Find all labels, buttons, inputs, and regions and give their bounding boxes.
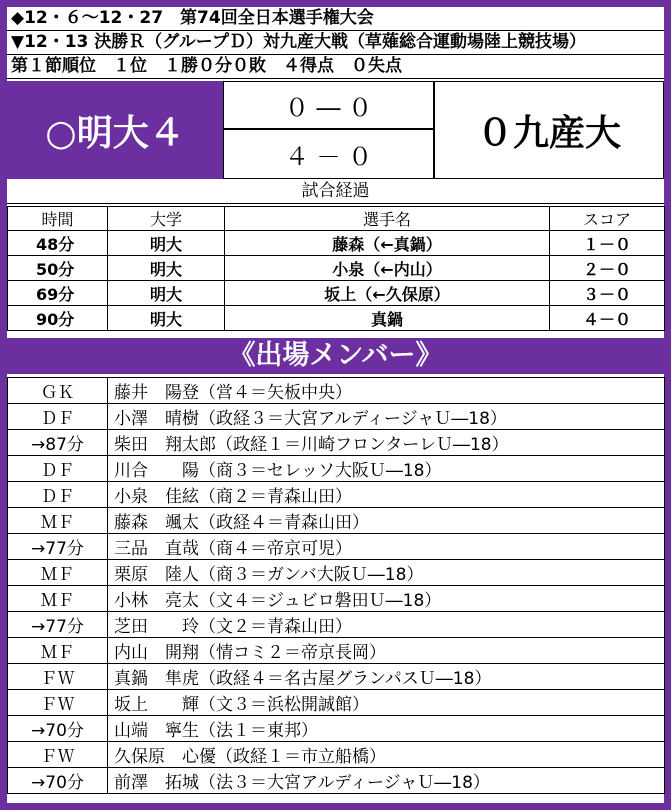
second-half-score: ４ － ０ bbox=[223, 129, 434, 179]
member-row bbox=[8, 404, 665, 430]
member-position: ＦＷ bbox=[8, 664, 108, 690]
member-row bbox=[8, 560, 665, 586]
member-position: ＦＷ bbox=[8, 690, 108, 716]
goal-table-header bbox=[8, 207, 665, 231]
member-position: ＧＫ bbox=[8, 378, 108, 404]
member-name: 栗原 陸人（商３＝ガンバ大阪Ｕ―18） bbox=[108, 560, 665, 586]
member-position: →70分 bbox=[8, 716, 108, 742]
first-half-score: ０ ― ０ bbox=[223, 81, 434, 129]
match-info-line: ▼12・13 決勝Ｒ（グループＤ）対九産大戦（草薙総合運動場陸上競技場） bbox=[7, 31, 664, 55]
goal-score: １－０ bbox=[550, 231, 665, 256]
member-name: 藤井 陽登（営４＝矢板中央） bbox=[108, 378, 665, 404]
member-position: →77分 bbox=[8, 534, 108, 560]
member-position: ＭＦ bbox=[8, 508, 108, 534]
goal-univ: 明大 bbox=[108, 256, 225, 281]
member-row bbox=[8, 586, 665, 612]
member-name: 川合 陽（商３＝セレッソ大阪Ｕ―18） bbox=[108, 456, 665, 482]
member-position: ＦＷ bbox=[8, 742, 108, 768]
header-univ: 大学 bbox=[108, 207, 225, 231]
goal-univ: 明大 bbox=[108, 281, 225, 306]
member-row bbox=[8, 482, 665, 508]
members-title: 《出場メンバー》 bbox=[7, 338, 664, 374]
member-name: 久保原 心優（政経１＝市立船橋） bbox=[108, 742, 665, 768]
member-position: ＤＦ bbox=[8, 482, 108, 508]
member-name: 小林 亮太（文４＝ジュビロ磐田Ｕ―18） bbox=[108, 586, 665, 612]
member-name: 三品 直哉（商４＝帝京可児） bbox=[108, 534, 665, 560]
member-row bbox=[8, 768, 665, 794]
member-name: 柴田 翔太郎（政経１＝川崎フロンターレＵ―18） bbox=[108, 430, 665, 456]
member-name: 内山 開翔（情コミ２＝帝京長岡） bbox=[108, 638, 665, 664]
member-row bbox=[8, 664, 665, 690]
member-row bbox=[8, 508, 665, 534]
goal-player: 藤森（←真鍋） bbox=[225, 231, 550, 256]
goal-score: ３－０ bbox=[550, 281, 665, 306]
member-position: →77分 bbox=[8, 612, 108, 638]
member-row bbox=[8, 742, 665, 768]
home-team-score: ○明大４ bbox=[7, 81, 223, 179]
header-player: 選手名 bbox=[225, 207, 550, 231]
member-name: 山端 寧生（法１＝東邦） bbox=[108, 716, 665, 742]
goal-score: ４－０ bbox=[550, 306, 665, 331]
member-row bbox=[8, 638, 665, 664]
goal-time: 48分 bbox=[8, 231, 108, 256]
member-position: ＭＦ bbox=[8, 586, 108, 612]
member-row bbox=[8, 612, 665, 638]
member-position: ＤＦ bbox=[8, 456, 108, 482]
goal-time: 90分 bbox=[8, 306, 108, 331]
member-name: 小泉 佳絃（商２＝青森山田） bbox=[108, 482, 665, 508]
member-row bbox=[8, 456, 665, 482]
goal-player: 坂上（←久保原） bbox=[225, 281, 550, 306]
progress-title: 試合経過 bbox=[7, 180, 664, 204]
member-name: 芝田 玲（文２＝青森山田） bbox=[108, 612, 665, 638]
member-name: 前澤 拓城（法３＝大宮アルディージャＵ―18） bbox=[108, 768, 665, 794]
goal-time: 69分 bbox=[8, 281, 108, 306]
member-position: ＤＦ bbox=[8, 404, 108, 430]
member-position: ＭＦ bbox=[8, 638, 108, 664]
goal-univ: 明大 bbox=[108, 306, 225, 331]
member-name: 真鍋 隼虎（政経４＝名古屋グランパスＵ―18） bbox=[108, 664, 665, 690]
goal-player: 小泉（←内山） bbox=[225, 256, 550, 281]
member-row bbox=[8, 690, 665, 716]
member-name: 小澤 晴樹（政経３＝大宮アルディージャＵ―18） bbox=[108, 404, 665, 430]
away-team-score: ０九産大 bbox=[434, 81, 664, 179]
member-position: →87分 bbox=[8, 430, 108, 456]
goal-player: 真鍋 bbox=[225, 306, 550, 331]
goal-row bbox=[8, 281, 665, 306]
standing-line: 第１節順位 １位 １勝０分０敗 ４得点 ０失点 bbox=[7, 55, 664, 79]
goal-time: 50分 bbox=[8, 256, 108, 281]
member-row bbox=[8, 430, 665, 456]
member-row bbox=[8, 534, 665, 560]
goal-score: ２－０ bbox=[550, 256, 665, 281]
tournament-line: ◆12・６～12・27 第74回全日本選手権大会 bbox=[7, 7, 664, 31]
goal-row bbox=[8, 306, 665, 331]
member-row bbox=[8, 716, 665, 742]
header-time: 時間 bbox=[8, 207, 108, 231]
members-table bbox=[7, 377, 665, 794]
goal-table bbox=[7, 206, 665, 331]
member-position: ＭＦ bbox=[8, 560, 108, 586]
member-name: 藤森 颯太（政経４＝青森山田） bbox=[108, 508, 665, 534]
member-name: 坂上 輝（文３＝浜松開誠館） bbox=[108, 690, 665, 716]
score-board bbox=[7, 81, 664, 179]
member-row bbox=[8, 378, 665, 404]
header-score: スコア bbox=[550, 207, 665, 231]
goal-row bbox=[8, 231, 665, 256]
goal-univ: 明大 bbox=[108, 231, 225, 256]
goal-row bbox=[8, 256, 665, 281]
member-position: →70分 bbox=[8, 768, 108, 794]
